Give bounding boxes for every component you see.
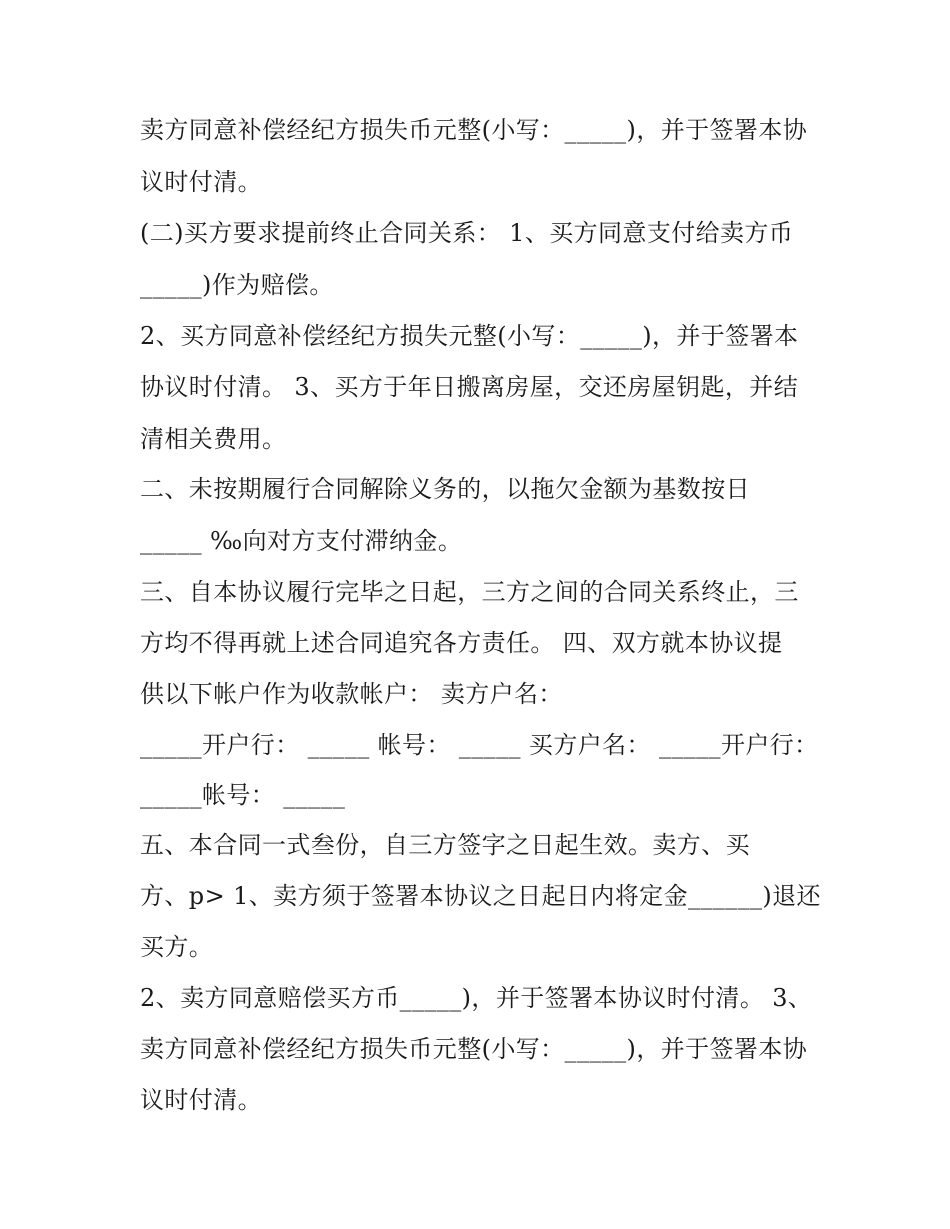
paragraph-line: _____ ‰向对方支付滞纳金。 bbox=[140, 527, 463, 555]
paragraph-line: 协议时付清。 3、买方于年日搬离房屋，交还房屋钥匙，并结 bbox=[140, 373, 799, 401]
paragraph-line: 卖方同意补偿经纪方损失币元整(小写：_____)，并于签署本协 bbox=[140, 1035, 808, 1063]
paragraph-line: 议时付清。 bbox=[140, 168, 262, 196]
paragraph-line: 2、卖方同意赔偿买方币_____)，并于签署本协议时付清。 3、 bbox=[140, 984, 813, 1012]
paragraph-line: 供以下帐户作为收款帐户： 卖方户名： bbox=[140, 680, 563, 708]
paragraph-line: 议时付清。 bbox=[140, 1086, 262, 1114]
paragraph-line: 二、未按期履行合同解除义务的，以拖欠金额为基数按日 bbox=[140, 475, 750, 503]
paragraph-line: 买方。 bbox=[140, 933, 214, 961]
paragraph-line: 五、本合同一式叁份，自三方签字之日起生效。卖方、买 bbox=[140, 831, 750, 859]
paragraph-line: _____开户行： _____ 帐号： _____ 买方户名： _____开户行： bbox=[140, 731, 819, 759]
paragraph-line: 2、买方同意补偿经纪方损失元整(小写：_____)，并于签署本 bbox=[140, 322, 799, 350]
paragraph-line: 方均不得再就上述合同追究各方责任。 四、双方就本协议提 bbox=[140, 629, 783, 657]
paragraph-line: 三、自本协议履行完毕之日起，三方之间的合同关系终止，三 bbox=[140, 578, 799, 606]
paragraph-line: 清相关费用。 bbox=[140, 425, 287, 453]
paragraph-line: (二)买方要求提前终止合同关系： 1、买方同意支付给卖方币 bbox=[140, 219, 794, 247]
paragraph-line: _____帐号： _____ bbox=[140, 781, 346, 809]
paragraph-line: 方、p> 1、卖方须于签署本协议之日起日内将定金______)退还 bbox=[140, 882, 821, 910]
paragraph-line: 卖方同意补偿经纪方损失币元整(小写：_____)，并于签署本协 bbox=[140, 116, 808, 144]
paragraph-line: _____)作为赔偿。 bbox=[140, 271, 334, 299]
